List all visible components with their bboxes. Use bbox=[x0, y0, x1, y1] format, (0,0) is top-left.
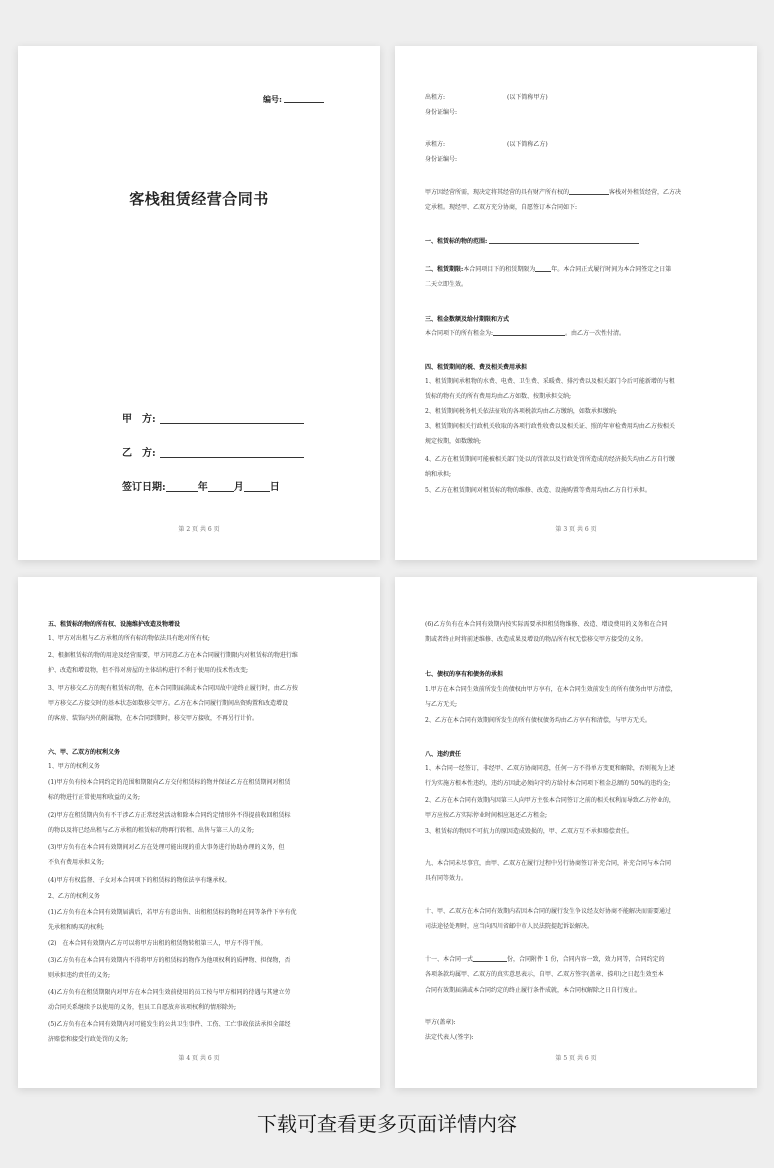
page-footer: 第 5 页 共 6 页 bbox=[555, 1055, 597, 1062]
section-2-heading: 二、租赁期限: bbox=[425, 266, 464, 273]
month-label: 月 bbox=[233, 482, 244, 493]
section-4-line: 4、乙方在租赁期间可能被相关部门处以的罚款以及行政处罚所造成的经济损失均由乙方自行缴 bbox=[425, 456, 675, 463]
section-4-line: 3、租赁期间相关行政机关收取的各项行政性收费以及相关证、照的年审检费用均由乙方按相关 bbox=[425, 423, 675, 430]
section-6-line: (4)甲方有权监督、子女对本合同项下的租赁标的物依法享有继承权。 bbox=[48, 877, 231, 884]
section-7-line: 与乙方无关; bbox=[425, 701, 458, 708]
section-9-line: 具有同等效力。 bbox=[425, 875, 468, 882]
contract-page-3 bbox=[395, 46, 757, 560]
section-8-line: 3、租赁标的物因不可抗力的原因造成毁损的，甲、乙双方互不承担赔偿责任。 bbox=[425, 828, 633, 835]
party-a-label: 甲 方: bbox=[122, 414, 156, 425]
section-6-line: 标的物进行正常使用和收益的义务; bbox=[48, 794, 141, 801]
lessee-row bbox=[425, 141, 731, 149]
section-4-line: 5、乙方在租赁期间对租赁标的物的维修、改造、设施购置等费用均由乙方自行承担。 bbox=[425, 487, 651, 494]
contract-page-4 bbox=[18, 577, 380, 1088]
rent-line bbox=[425, 330, 731, 338]
cover-page bbox=[18, 46, 380, 560]
section-9-line: 九、本合同未尽事宜，由甲、乙双方在履行过程中另行协商签订补充合同，补充合同与本合同 bbox=[425, 860, 672, 867]
party-a-blank bbox=[160, 414, 304, 424]
contract-title: 客栈租赁经营合同书 bbox=[129, 190, 269, 208]
section-8-line: 行为实施方根本性违约，违约方因此必须向守约方给付本合同项下租金总额的 50%的违约金; bbox=[425, 780, 671, 787]
contract-number-blank bbox=[284, 95, 324, 103]
section-6-line: 济赔偿和接受行政处罚的义务; bbox=[48, 1036, 129, 1043]
rent-text-a: 本合同项下的所有租金为: bbox=[425, 330, 494, 337]
party-a-seal-label: 甲方(盖章): bbox=[425, 1019, 456, 1026]
section-6-line: (4)乙方负有在租赁期限内对甲方在本合同生效前使用的员工按与甲方相同的待遇与其建立劳 bbox=[48, 989, 291, 996]
section-6-line: 1、甲方的权利义务 bbox=[48, 763, 100, 770]
page-footer: 第 2 页 共 6 页 bbox=[178, 526, 220, 533]
section-6-line: (3)乙方负有在本合同有效期内不得将甲方的租赁标的物作为他项权利的质押物、担保物，否 bbox=[48, 957, 291, 964]
month-blank bbox=[208, 482, 234, 492]
section-11-line: 各项条款均属甲、乙双方的真实意思表示，自甲、乙双方签字(盖章、捺印)之日起生效至本 bbox=[425, 971, 664, 978]
copies-text-a: 十一、本合同一式 bbox=[425, 956, 474, 963]
rent-amount-blank bbox=[493, 330, 565, 336]
section-4-line: 规定按期，如数缴纳; bbox=[425, 438, 482, 445]
section-6-line: (2) 在本合同有效期内乙方可以将甲方出租的租赁物转租第三人，甲方不得干预。 bbox=[48, 940, 267, 947]
contract-page-5 bbox=[395, 577, 757, 1088]
section-6-line: (5)乙方负有在本合同有效期内对可能发生的公共卫生事件、工伤、工亡事故依法承担全部经 bbox=[48, 1021, 291, 1028]
section-4-line: 2、租赁期间税务机关依法征收的各项税款均由乙方缴纳，如数承担缴纳; bbox=[425, 408, 617, 415]
copies-text-b: 份，合同附件 1 份，合同内容一致，效力同等，合同约定的 bbox=[507, 956, 665, 963]
lessor-note: (以下简称甲方) bbox=[507, 94, 548, 101]
section-5-line: 的客房、装饰内外的附属物，在本合同到期时，移交甲方接收，不再另行计价。 bbox=[48, 715, 259, 722]
copies-blank bbox=[473, 956, 507, 962]
section-6-line: (3)甲方负有在本合同有效期间对乙方在处理可能出现的重大事务进行协助办理的义务，但 bbox=[48, 844, 285, 851]
day-label: 日 bbox=[269, 482, 280, 493]
term-text-b: 年。本合同正式履行时间为本合同签定之日第 bbox=[551, 266, 672, 273]
section-6-line: 先承租和购买的权利; bbox=[48, 924, 105, 931]
lessee-label: 承租方: bbox=[425, 141, 446, 148]
section-6-line: 的物以及将已经出租与乙方承租的租赁标的物再行转租、出售与第三人的义务; bbox=[48, 827, 255, 834]
contract-number-field bbox=[263, 94, 324, 105]
section-7-heading: 七、债权的享有和债务的承担 bbox=[425, 671, 504, 678]
term-years-blank bbox=[535, 266, 551, 272]
intro-text-a: 甲方因经营所需，现决定将其经营的具有财产所有权的 bbox=[425, 189, 570, 196]
download-caption: 下载可查看更多页面详情内容 bbox=[257, 1112, 517, 1136]
section-7-line: 2、乙方在本合同有效期间所发生的所有债权债务均由乙方享有和清偿，与甲方无关。 bbox=[425, 717, 651, 724]
section-6-line: (2)甲方在租赁期内负有不干涉乙方正常经营活动和除本合同约定情形外不得提前收回租赁标 bbox=[48, 812, 291, 819]
section-5-line: 甲方移交乙方接交时的基本状态如数移交甲方。乙方在本合同履行期间出资购置和改造增设 bbox=[48, 700, 289, 707]
section-5-line: 3、甲方移交乙方的现有租赁标的物，在本合同期届满或本合同因故中途终止履行时，由乙方按 bbox=[48, 685, 298, 692]
section-10-line: 司法途径处理时，应当向四川省邮中市人民法院提起诉讼解决。 bbox=[425, 923, 594, 930]
year-blank bbox=[166, 482, 198, 492]
section-8-line: 2、乙方在本合同有效期内因第三人向甲方主张本合同签订之前的相关权利而导致乙方停业的， bbox=[425, 797, 675, 804]
section-1-row bbox=[425, 236, 639, 245]
section-6-line: 不负有费用承担义务; bbox=[48, 859, 105, 866]
section-8-heading: 八、违约责任 bbox=[425, 751, 462, 758]
sign-date-label: 签订日期: bbox=[122, 482, 166, 493]
section-11-line: 合同有效期届满或本合同约定的终止履行条件成就，本合同权解除之日自行废止。 bbox=[425, 987, 642, 994]
lessor-id: 身份证编号: bbox=[425, 109, 458, 116]
section-4-heading: 四、租赁期间的税、费及相关费用承担 bbox=[425, 364, 528, 371]
lessee-note: (以下简称乙方) bbox=[507, 141, 548, 148]
section-5-line: 1、甲方对出租与乙方承租的所有标的物依法具有绝对所有权; bbox=[48, 635, 210, 642]
scope-blank bbox=[489, 238, 639, 244]
page-footer: 第 4 页 共 6 页 bbox=[178, 1055, 220, 1062]
section-6-line: (1)乙方负有在本合同有效期届满后，若甲方有意出售、出租租赁标的物时在同等条件下享有优 bbox=[48, 909, 297, 916]
sign-date-row bbox=[122, 478, 280, 493]
page-footer: 第 3 页 共 6 页 bbox=[555, 526, 597, 533]
intro-text-b: 客栈对外租赁经营，乙方决 bbox=[609, 189, 682, 196]
clause-6-cont-line: 期或者终止时将前述维修、改造成果及增设的物品所有权无偿移交甲方接受的义务。 bbox=[425, 636, 648, 643]
day-blank bbox=[244, 482, 270, 492]
section-5-line: 2、根据租赁标的物的用途及经营需要，甲方同意乙方在本合同履行期限内对租赁标的物进行维 bbox=[48, 652, 298, 659]
section-2-line-2: 二天立即生效。 bbox=[425, 281, 468, 288]
lessor-row bbox=[425, 94, 731, 102]
intro-line-2: 定承租。现经甲、乙双方充分协商，自愿签订本合同如下: bbox=[425, 204, 578, 211]
section-3-heading: 三、租金数额及给付期限和方式 bbox=[425, 316, 510, 323]
section-7-line: 1.甲方在本合同生效前所发生的债权由甲方享有，在本合同生效前发生的所有债务由甲方清偿， bbox=[425, 686, 677, 693]
party-b-label: 乙 方: bbox=[122, 448, 156, 459]
lessor-label: 出租方: bbox=[425, 94, 446, 101]
section-10-line: 十、甲、乙双方在本合同有效期内若因本合同的履行发生争议经友好协商不能解决而需要通过 bbox=[425, 908, 672, 915]
contract-number-label: 编号: bbox=[263, 94, 282, 104]
section-6-line: 则承担违约责任的义务; bbox=[48, 972, 111, 979]
section-6-line: (1)甲方负有按本合同约定的范围和期限向乙方交付租赁标的物并保证乙方在租赁期间对租赁 bbox=[48, 779, 291, 786]
rent-text-b: 。由乙方一次性付清。 bbox=[565, 330, 626, 337]
section-4-line: 纳和承担; bbox=[425, 471, 452, 478]
section-5-heading: 五、租赁标的物的所有权、设施维护改造及物增设 bbox=[48, 621, 181, 628]
section-8-line: 甲方应按乙方实际停业时间相应退还乙方租金; bbox=[425, 812, 548, 819]
lessee-id: 身份证编号: bbox=[425, 156, 458, 163]
section-1-heading: 一、租赁标的物的范围: bbox=[425, 238, 488, 245]
party-b-blank bbox=[160, 448, 304, 458]
legal-rep-label: 法定代表人(签字): bbox=[425, 1034, 474, 1041]
year-label: 年 bbox=[197, 482, 208, 493]
section-4-line: 1、租赁期间承租物的水费、电费、卫生费、采暖费、排污费以及相关部门今后可能新增的与租 bbox=[425, 378, 675, 385]
section-2-line-1 bbox=[425, 266, 731, 274]
section-6-line: 2、乙方的权利义务 bbox=[48, 893, 100, 900]
section-6-heading: 六、甲、乙双方的权利义务 bbox=[48, 749, 121, 756]
clause-6-cont-line: (6)乙方负有在本合同有效期内按实际需要承担租赁物维修、改造、增设费用的义务和在合同 bbox=[425, 621, 668, 628]
term-text-a: 本合同项目下的租赁期限为 bbox=[463, 266, 536, 273]
section-4-line: 赁标的物有关的所有费用均由乙方如数、按期承担交纳; bbox=[425, 393, 572, 400]
section-6-line: 动合同关系继续予以使用的义务，但员工自愿放弃该项权利的情形除外; bbox=[48, 1004, 237, 1011]
section-11-line bbox=[425, 956, 731, 964]
intro-line-1 bbox=[425, 189, 731, 197]
party-a-row bbox=[122, 410, 304, 425]
party-b-row bbox=[122, 444, 304, 459]
inn-name-blank bbox=[569, 189, 609, 195]
section-5-line: 护、改造和增设物，但不得对房屋的主体结构进行不利于使用的技术性改变; bbox=[48, 667, 249, 674]
section-8-line: 1、本合同一经签订，非经甲、乙双方协商同意，任何一方不得单方变更和解除，否则视为上述 bbox=[425, 765, 675, 772]
